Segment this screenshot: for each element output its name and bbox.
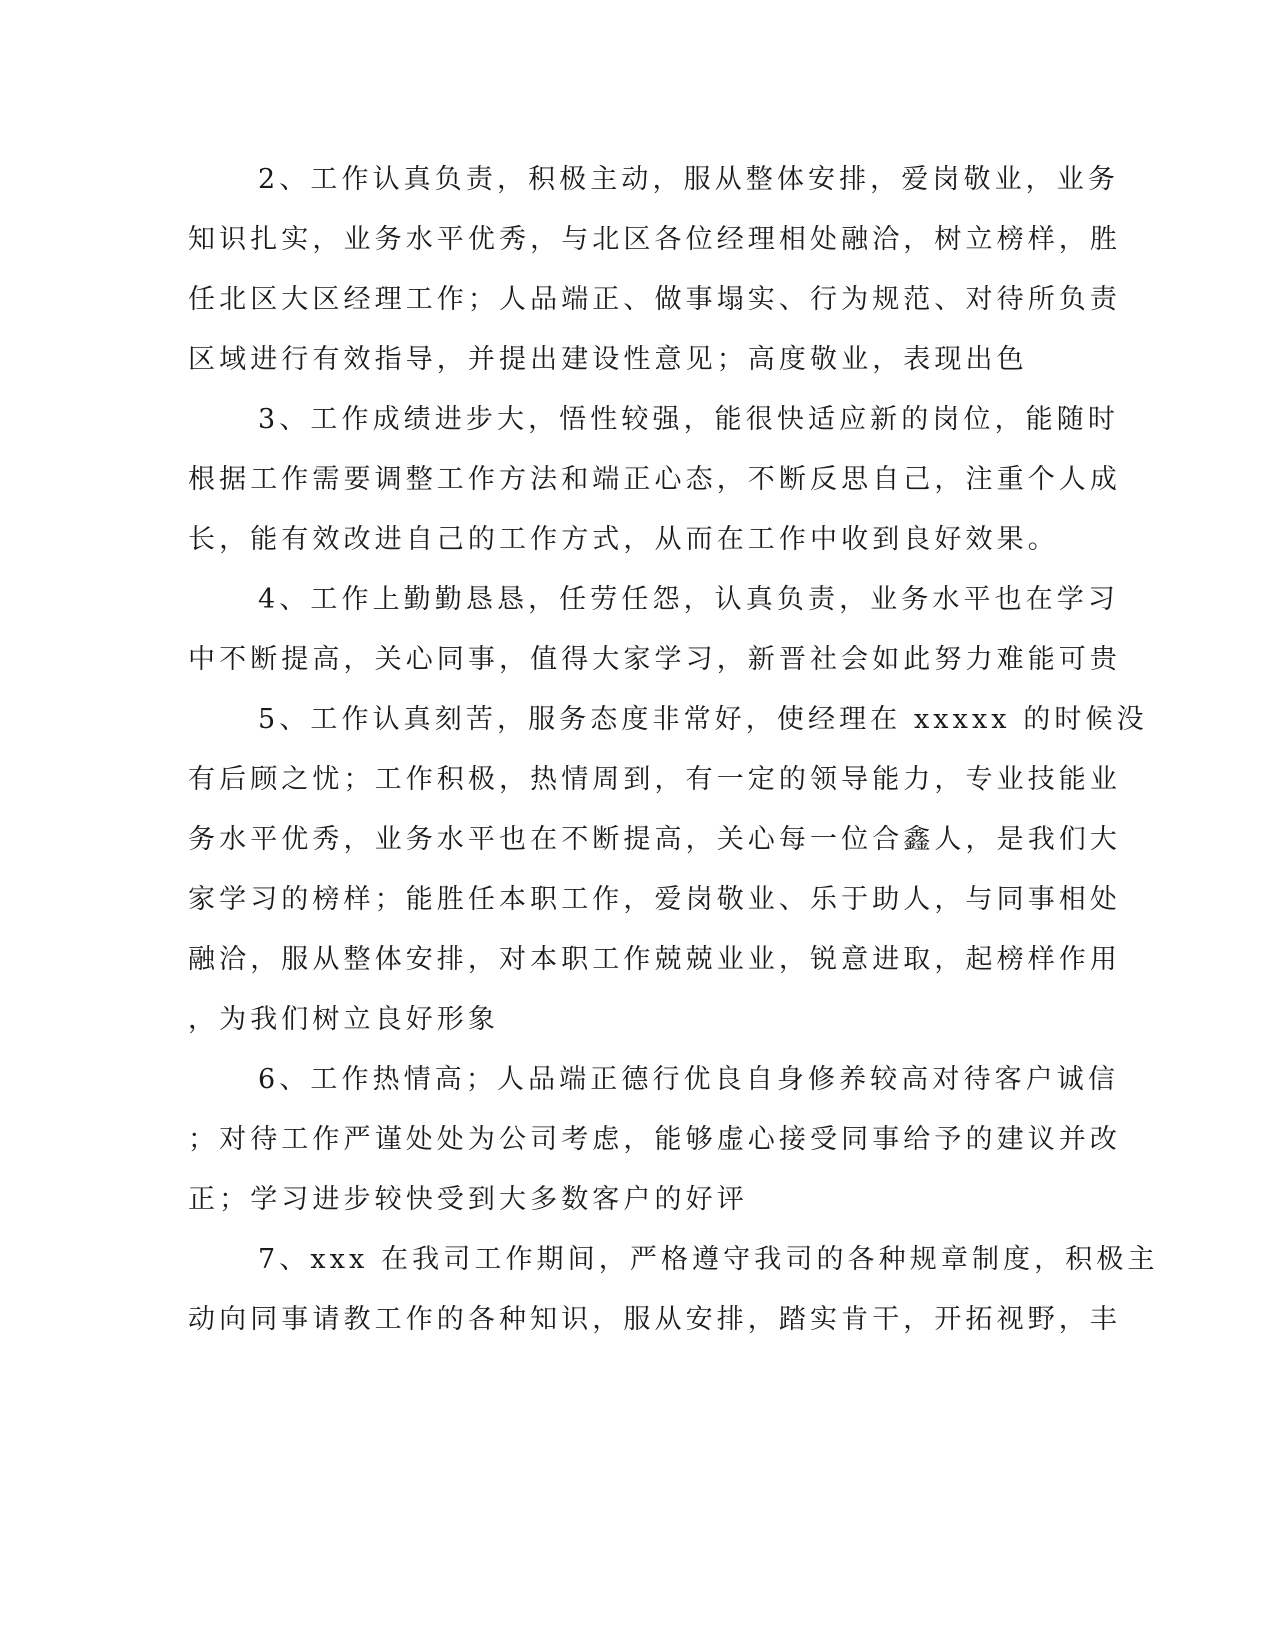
- paragraph-3-line-2: 根据工作需要调整工作方法和端正心态，不断反思自己，注重个人成: [188, 464, 1121, 495]
- paragraph-6-line-3: 正；学习进步较快受到大多数客户的好评: [188, 1184, 748, 1215]
- paragraph-7-line-2: 动向同事请教工作的各种知识，服从安排，踏实肯干，开拓视野，丰: [188, 1304, 1121, 1335]
- paragraph-2-line-1: 2、工作认真负责，积极主动，服从整体安排，爱岗敬业，业务: [258, 164, 1119, 195]
- paragraph-2-line-3: 任北区大区经理工作；人品端正、做事塌实、行为规范、对待所负责: [188, 284, 1121, 315]
- paragraph-3-line-3: 长，能有效改进自己的工作方式，从而在工作中收到良好效果。: [188, 524, 1059, 555]
- paragraph-5-line-2: 有后顾之忧；工作积极，热情周到，有一定的领导能力，专业技能业: [188, 764, 1121, 795]
- paragraph-3-line-1: 3、工作成绩进步大，悟性较强，能很快适应新的岗位，能随时: [258, 404, 1119, 435]
- paragraph-2-line-2: 知识扎实，业务水平优秀，与北区各位经理相处融洽，树立榜样，胜: [188, 224, 1121, 255]
- paragraph-5-line-6: ，为我们树立良好形象: [188, 1004, 499, 1035]
- paragraph-6-line-1: 6、工作热情高；人品端正德行优良自身修养较高对待客户诚信: [258, 1064, 1119, 1095]
- paragraph-5-line-5: 融洽，服从整体安排，对本职工作兢兢业业，锐意进取，起榜样作用: [188, 944, 1121, 975]
- paragraph-4-line-2: 中不断提高，关心同事，值得大家学习，新晋社会如此努力难能可贵: [188, 644, 1121, 675]
- paragraph-5-line-1: 5、工作认真刻苦，服务态度非常好，使经理在 xxxxx 的时候没: [258, 704, 1148, 735]
- paragraph-7-line-1: 7、xxx 在我司工作期间，严格遵守我司的各种规章制度，积极主: [258, 1244, 1159, 1275]
- document-body: [188, 150, 1159, 1350]
- paragraph-5-line-3: 务水平优秀，业务水平也在不断提高，关心每一位合鑫人，是我们大: [188, 824, 1121, 855]
- paragraph-4-line-1: 4、工作上勤勤恳恳，任劳任怨，认真负责，业务水平也在学习: [258, 584, 1119, 615]
- paragraph-6-line-2: ；对待工作严谨处处为公司考虑，能够虚心接受同事给予的建议并改: [188, 1124, 1121, 1155]
- paragraph-5-line-4: 家学习的榜样；能胜任本职工作，爱岗敬业、乐于助人，与同事相处: [188, 884, 1121, 915]
- paragraph-2-line-4: 区域进行有效指导，并提出建设性意见；高度敬业，表现出色: [188, 344, 1028, 375]
